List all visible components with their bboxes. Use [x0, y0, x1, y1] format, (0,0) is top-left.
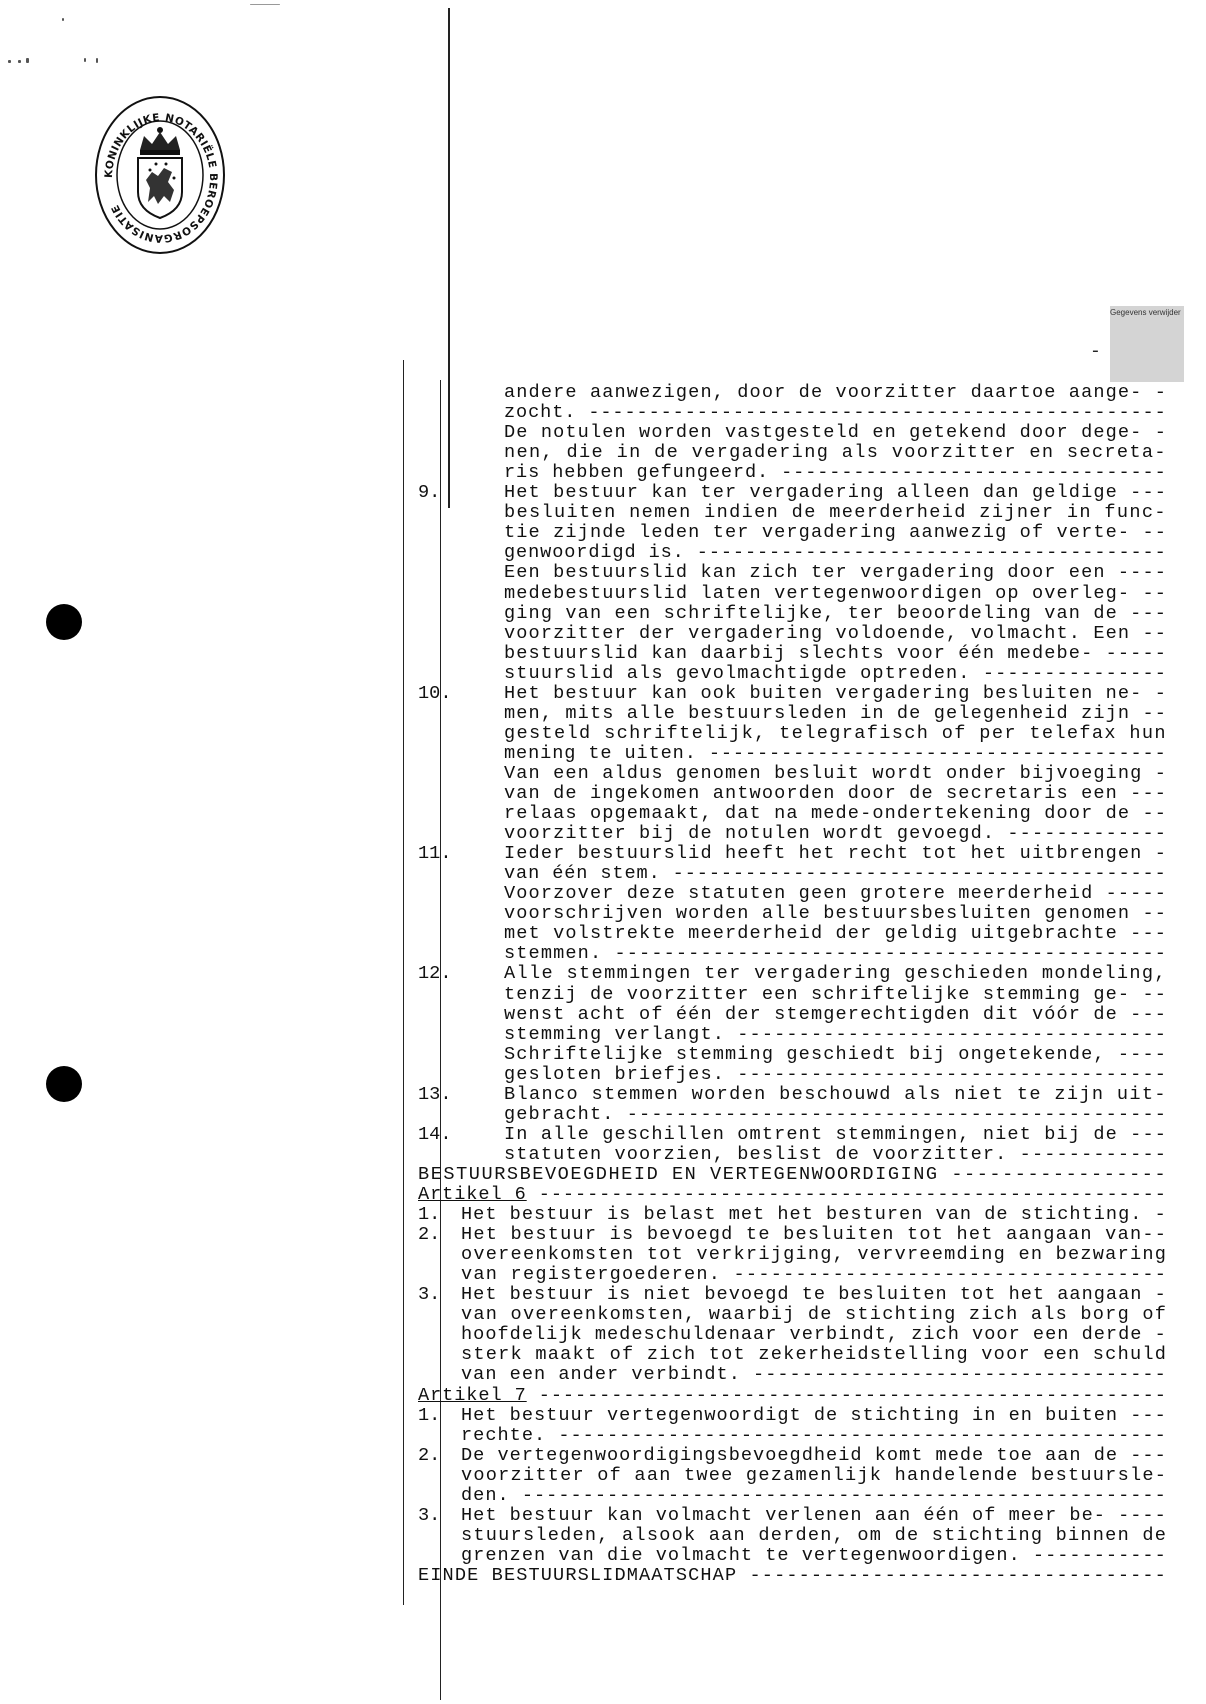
text-line: stemmen. ---------------------------------------------	[504, 943, 1168, 964]
text-line: voorzitter bij de notulen wordt gevoegd. -------------	[504, 823, 1168, 844]
punch-hole	[46, 604, 82, 640]
text-line: hoofdelijk medeschuldenaar verbindt, zich voor een derde -	[461, 1324, 1167, 1345]
text-line: Artikel 7 ----------------------------------------------------	[418, 1385, 1167, 1406]
text-line: gesteld schriftelijk, telegrafisch of per telefax hun	[504, 723, 1167, 744]
text-line: ging van een schriftelijke, ter beoordeling van de ---	[504, 603, 1168, 624]
scan-speck	[18, 60, 21, 63]
text-line: Het bestuur kan ook buiten vergadering besluiten ne- -	[504, 683, 1168, 704]
text-line: mening te uiten. --------------------------------------	[504, 743, 1167, 764]
text-line: stuurslid als gevolmachtigde optreden. ---------------	[504, 663, 1168, 684]
text-line: Ieder bestuurslid heeft het recht tot het uitbrengen -	[504, 843, 1168, 864]
paragraph-number: 3.	[418, 1284, 441, 1305]
text-line: overeenkomsten tot verkrijging, vervreemding en bezwaring	[461, 1244, 1168, 1265]
paragraph-number: 11.	[418, 843, 452, 864]
text-line: sterk maakt of zich tot zekerheidstelling voor een schuld	[461, 1344, 1168, 1365]
text-line: van één stem. -----------------------------------------	[504, 863, 1167, 884]
text-line: In alle geschillen omtrent stemmingen, niet bij de ---	[504, 1124, 1168, 1145]
redaction-box	[1110, 306, 1184, 382]
paragraph-number: 1.	[418, 1204, 441, 1225]
text-line: van registergoederen. -----------------------------------	[461, 1264, 1168, 1285]
text-line: Schriftelijke stemming geschiedt bij ongetekende, ----	[504, 1044, 1168, 1065]
text-line: Het bestuur is niet bevoegd te besluiten tot het aangaan -	[461, 1284, 1167, 1305]
text-line: Een bestuurslid kan zich ter vergadering door een ----	[504, 562, 1168, 583]
paragraph-number: 9.	[418, 482, 441, 503]
text-line: ris hebben gefungeerd. --------------------------------	[504, 462, 1167, 483]
notary-seal-icon	[92, 92, 228, 258]
text-line: zocht. ------------------------------------------------	[504, 402, 1167, 423]
text-line: Het bestuur is belast met het besturen van de stichting. -	[461, 1204, 1167, 1225]
text-line: stemming verlangt. -----------------------------------	[504, 1024, 1168, 1045]
text-line: Het bestuur is bevoegd te besluiten tot het aangaan van--	[461, 1224, 1168, 1245]
paragraph-number: 12.	[418, 963, 452, 984]
text-line: Alle stemmingen ter vergadering geschieden mondeling,	[504, 963, 1167, 984]
scan-speck	[96, 58, 98, 63]
text-line: van de ingekomen antwoorden door de secretaris een ---	[504, 783, 1168, 804]
text-line: den. -----------------------------------------------------	[461, 1485, 1167, 1506]
text-line: wenst acht of één der stemgerechtigden dit vóór de ---	[504, 1004, 1168, 1025]
margin-rule-inner	[440, 380, 441, 1700]
text-line: grenzen van die volmacht te vertegenwoordigen. -----------	[461, 1545, 1167, 1566]
text-line: andere aanwezigen, door de voorzitter daartoe aange- -	[504, 382, 1168, 403]
redaction-label: Gegevens verwijder	[1110, 308, 1181, 317]
margin-rule-upper	[448, 8, 450, 508]
text-line: BESTUURSBEVOEGDHEID EN VERTEGENWOORDIGING -----------------	[418, 1164, 1168, 1185]
paragraph-number: 2.	[418, 1445, 441, 1466]
text-line: Artikel 6 ----------------------------------------------------	[418, 1184, 1167, 1205]
svg-text:KONINKLIJKE NOTARIËLE BEROEPSO: KONINKLIJKE NOTARIËLE BEROEPSORGANISATIE	[102, 111, 220, 245]
text-line: EINDE BESTUURSLIDMAATSCHAP ----------------------------------	[418, 1565, 1167, 1586]
paragraph-number: 13.	[418, 1084, 452, 1105]
paragraph-number: 1.	[418, 1405, 441, 1426]
text-line: met volstrekte meerderheid der geldig uitgebrachte ---	[504, 923, 1168, 944]
paragraph-number: 2.	[418, 1224, 441, 1245]
text-line: relaas opgemaakt, dat na mede-ondertekening door de --	[504, 803, 1168, 824]
scan-speck	[26, 58, 29, 63]
text-line: nen, die in de vergadering als voorzitter en secreta-	[504, 442, 1167, 463]
paragraph-number: 3.	[418, 1505, 441, 1526]
text-line: voorzitter of aan twee gezamenlijk handelende bestuursle-	[461, 1465, 1168, 1486]
text-line: bestuurslid kan daarbij slechts voor één medebe- -----	[504, 643, 1168, 664]
punch-hole	[46, 1066, 82, 1102]
text-line: tenzij de voorzitter een schriftelijke stemming ge- --	[504, 984, 1168, 1005]
margin-rule-left	[403, 360, 404, 1605]
text-line: Het bestuur vertegenwoordigt de stichting in en buiten ---	[461, 1405, 1167, 1426]
text-line: gebracht. --------------------------------------------	[504, 1104, 1168, 1125]
text-line: tie zijnde leden ter vergadering aanwezig of verte- --	[504, 522, 1168, 543]
text-line: besluiten nemen indien de meerderheid zijner in func-	[504, 502, 1167, 523]
text-line: Van een aldus genomen besluit wordt onder bijvoeging -	[504, 763, 1168, 784]
scan-speck	[62, 18, 64, 21]
text-line: De vertegenwoordigingsbevoegdheid komt mede toe aan de ---	[461, 1445, 1167, 1466]
text-line: De notulen worden vastgesteld en getekend door dege- -	[504, 422, 1168, 443]
text-line: van een ander verbindt. ----------------------------------	[461, 1364, 1167, 1385]
paragraph-number: 10.	[418, 683, 452, 704]
text-line: Blanco stemmen worden beschouwd als niet te zijn uit-	[504, 1084, 1167, 1105]
redaction-dash: -	[1090, 342, 1101, 362]
scan-speck	[250, 4, 280, 5]
text-line: gesloten briefjes. -----------------------------------	[504, 1064, 1168, 1085]
scan-speck	[84, 58, 86, 62]
text-line: Voorzover deze statuten geen grotere meerderheid -----	[504, 883, 1168, 904]
text-line: Het bestuur kan volmacht verlenen aan één of meer be- ----	[461, 1505, 1167, 1526]
text-line: voorschrijven worden alle bestuursbesluiten genomen --	[504, 903, 1168, 924]
paragraph-number: 14.	[418, 1124, 452, 1145]
text-line: rechte. --------------------------------------------------	[461, 1425, 1167, 1446]
text-line: men, mits alle bestuursleden in de gelegenheid zijn --	[504, 703, 1168, 724]
text-line: stuursleden, alsook aan derden, om de stichting binnen de	[461, 1525, 1168, 1546]
text-line: Het bestuur kan ter vergadering alleen dan geldige ---	[504, 482, 1168, 503]
text-line: genwoordigd is. ---------------------------------------	[504, 542, 1167, 563]
text-line: statuten voorzien, beslist de voorzitter. ------------	[504, 1144, 1168, 1165]
scan-speck	[8, 60, 11, 63]
text-line: medebestuurslid laten vertegenwoordigen op overleg- --	[504, 583, 1168, 604]
text-line: voorzitter der vergadering voldoende, volmacht. Een --	[504, 623, 1168, 644]
text-line: van overeenkomsten, waarbij de stichting zich als borg of	[461, 1304, 1168, 1325]
